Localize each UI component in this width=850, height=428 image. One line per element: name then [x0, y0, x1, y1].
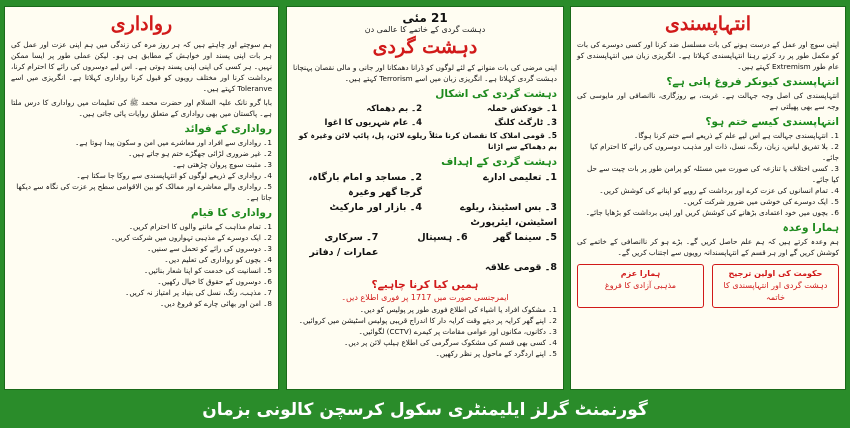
list-item: 8۔ قومی علاقہ — [485, 262, 557, 273]
targets-grid — [293, 170, 557, 230]
school-name-footer: گورنمنٹ گرلز ایلیمنٹری سکول کرسچن کالونی بزمان — [202, 400, 648, 420]
promise-boxes — [577, 264, 839, 308]
tolerance-intro: ہم سوچتے اور چاہتے ہیں کہ ہر روز مرہ کی زندگی میں ہم اپنی عزت اور عمل کی ہر بات اپنی پسند اور خواہش کے مطابق ہی ہو۔ لیکن عملی طور پر ایسا ممکن نہیں۔ ہر کسی کی اپنی اپنی پسند ہوتی ہے۔ اس لیے دوسروں کی رائے کا احترام کرنا، برداشت کرنا اور مختلف رویوں کو قبول کرنا رواداری کہلاتا ہے۔ انگریزی میں اسے Toleranve کہتے ہیں۔ — [11, 40, 272, 93]
targets-grid-2 — [293, 230, 557, 260]
extremism-end-heading: انتہاپسندی کیسے ختم ہو؟ — [705, 116, 839, 128]
govt-priority-box — [712, 264, 839, 308]
list-item: 1۔ تعلیمی ادارے — [483, 172, 557, 183]
list-item: 5۔ ایک دوسرے کی خوشی میں ضرور شرکت کریں۔ — [683, 197, 839, 206]
our-resolve-text: مذہبی آزادی کا فروغ — [604, 281, 677, 290]
targets-heading: دہشت گردی کے اہداف — [441, 156, 557, 168]
list-item: 1۔ تمام مذاہب کے ماننے والوں کا احترام کریں۔ — [128, 222, 272, 231]
extremism-title: انتہاپسندی — [664, 13, 752, 35]
tolerance-panel — [4, 6, 279, 390]
list-item: 2۔ غیر ضروری لڑائی جھگڑے ختم ہو جاتے ہیں۔ — [128, 149, 272, 158]
list-item: 3۔ دوسروں کی رائے کو تحمل سے سنیں۔ — [147, 244, 272, 253]
benefits-heading: رواداری کے فوائد — [184, 123, 272, 135]
extremism-panel — [570, 6, 846, 390]
extremism-cause-text: انتہاپسندی کی اصل وجہ جہالت ہے۔ غربت، بے روزگاری، ناانصافی اور مایوسی کی وجہ سے بھی پھیلتی ہے — [577, 91, 839, 111]
list-item: 6۔ دوسروں کے حقوق کا خیال رکھیں۔ — [157, 277, 272, 286]
extremism-cause-heading: انتہاپسندی کیونکر فروغ پاتی ہے؟ — [666, 76, 839, 88]
list-item: 8۔ امن اور بھائی چارے کو فروغ دیں۔ — [159, 299, 272, 308]
list-item: 5۔ اپنے اردگرد کے ماحول پر نظر رکھیں۔ — [435, 349, 557, 358]
terrorism-title: دہشت گردی — [372, 36, 478, 58]
list-item: 1۔ مشکوک افراد یا اشیاء کی اطلاع فوری طور پر پولیس کو دیں۔ — [359, 305, 557, 314]
list-item: 4۔ بازار اور مارکیٹ — [329, 202, 422, 213]
what-to-do-list — [293, 304, 557, 359]
terrorism-intro: اپنی مرضی کی بات منوانے کے لئے لوگوں کو ڈرانا دھمکانا اور جانی و مالی نقصان پہنچانا دہشت گردی کہلاتا ہے۔ انگریزی زبان میں اسے Terrorism کہتے ہیں۔ — [293, 63, 557, 83]
list-item: 7۔ سرکاری عمارات / دفاتر — [309, 232, 379, 258]
list-item: 1۔ خودکش حملہ — [487, 104, 557, 114]
list-item: 2۔ بم دھماکہ — [366, 104, 422, 114]
forms-grid — [293, 102, 557, 130]
day-subtitle: دہشت گردی کے خاتمے کا عالمی دن — [364, 25, 486, 34]
list-item: 5۔ سینما گھر — [493, 232, 557, 243]
list-item: 6۔ بچوں میں خود اعتمادی بڑھانے کی کوشش کریں اور اپنی برداشت کو بڑھایا جائے۔ — [585, 208, 839, 217]
govt-priority-heading: حکومت کی اولین ترجیح — [728, 269, 823, 278]
tolerance-title: رواداری — [110, 13, 173, 35]
date-label: 21 مئی — [402, 11, 448, 25]
list-item: 7۔ مذہب، رنگ، نسل کی بنیاد پر امتیاز نہ کریں۔ — [125, 288, 272, 297]
govt-priority-text: دہشت گردی اور انتہاپسندی کا خاتمہ — [723, 281, 828, 302]
promise-heading: ہمارا وعدہ — [782, 222, 839, 234]
list-item: 2۔ اپنے گھر کرایہ پر دیتے وقت کرایہ دار کا اندراج قریبی پولیس اسٹیشن میں کروائیں۔ — [298, 316, 557, 325]
list-item: 4۔ رواداری کے ذریعے لوگوں کو انتہاپسندی سے روکا جا سکتا ہے۔ — [76, 171, 272, 180]
targets-extra — [293, 260, 557, 275]
establish-list — [11, 221, 272, 309]
list-item: 4۔ کسی بھی قسم کی مشکوک سرگرمی کی اطلاع ہیلپ لائن پر دیں۔ — [344, 338, 557, 347]
list-item: 1۔ انتہاپسندی جہالت ہے اس لیے علم کے ذریعے اسے ختم کرنا ہوگا۔ — [634, 131, 839, 140]
list-item: 2۔ مساجد و امام بارگاہ، گرجا گھر وغیرہ — [308, 172, 422, 198]
list-item: 2۔ ایک دوسرے کے مذہبی تہواروں میں شرکت کریں۔ — [110, 233, 272, 242]
tolerance-intro-2: بابا گرو نانک علیہ السلام اور حضرت محمد ﷺ کی تعلیمات میں رواداری کا درس ملتا ہے۔ پاکستان میں بھی رواداری کے متعلق روایات پائی جاتی ہیں۔ — [11, 98, 272, 118]
list-item: 3۔ ٹارگٹ کلنگ — [494, 118, 557, 128]
list-item: 1۔ رواداری سے افراد اور معاشرے میں امن و سکون پیدا ہوتا ہے۔ — [75, 138, 272, 147]
list-item: 3۔ مثبت سوچ پروان چڑھتی ہے۔ — [172, 160, 272, 169]
list-item: 3۔ بس اسٹینڈ، ریلوے اسٹیشن، ایئرپورٹ — [460, 202, 557, 228]
our-resolve-box — [577, 264, 704, 308]
list-item: 5۔ رواداری والے معاشرے اور ممالک کو بین الاقوامی سطح پر عزت کی نگاہ سے دیکھا جاتا ہے۔ — [16, 182, 272, 202]
list-item: 6۔ ہسپتال — [417, 232, 468, 243]
list-item: 4۔ تمام انسانوں کی عزت کرے اور برداشت کے رویے کو اپنانے کی کوشش کریں۔ — [599, 186, 839, 195]
what-to-do-heading: ہمیں کیا کرنا چاہیے؟ — [371, 279, 479, 291]
forms-extra — [293, 130, 557, 152]
list-item: 3۔ دکانوں، مکانوں اور عوامی مقامات پر کیمرے (CCTV) لگوائیں۔ — [358, 327, 557, 336]
terrorism-panel — [286, 6, 564, 390]
establish-heading: رواداری کا قیام — [191, 207, 272, 219]
list-item: 2۔ بلا تفریق لباس، زبان، رنگ، نسل، ذات اور مذہب دوسروں کی رائے کا احترام کیا جائے۔ — [590, 142, 839, 162]
list-item: 5۔ قومی املاک کا نقصان کرنا مثلاً ریلوے لائن، پل، پائپ لائن وغیرہ کو بم دھماکے سے اڑانا — [298, 131, 557, 151]
benefits-list — [11, 137, 272, 203]
list-item: 4۔ بچوں کو رواداری کی تعلیم دیں۔ — [164, 255, 272, 264]
list-item: 4۔ عام شہریوں کا اغوا — [324, 118, 422, 128]
our-resolve-heading: ہمارا عزم — [620, 269, 661, 278]
promise-text: ہم وعدہ کرتے ہیں کہ ہم علم حاصل کریں گے۔ بڑے ہو کر ناانصافی کے خاتمے کی کوشش کریں گے اور ہر قسم کے انتہاپسندانہ رویوں سے اجتناب کریں گے۔ — [577, 237, 839, 257]
emergency-line: ایمرجنسی صورت میں 1717 پر فوری اطلاع دیں۔ — [341, 293, 509, 302]
extremism-intro: اپنی سوچ اور عمل کے درست ہونے کی بات مسلسل ضد کرنا اور کسی دوسرے کی بات کو مکمل طور پر رد کرتے رہنا انتہاپسندی کہلاتا ہے۔ انگریزی زبان میں انتہاپسندی کو عام طور Extremism کہتے ہیں۔ — [577, 40, 839, 71]
list-item: 5۔ انسانیت کی خدمت کو اپنا شعار بنائیں۔ — [144, 266, 272, 275]
forms-heading: دہشت گردی کی اشکال — [435, 88, 557, 100]
extremism-end-list — [577, 130, 839, 218]
list-item: 3۔ کسی اختلاف یا تنازعہ کی صورت میں مسئلہ کو پرامن طور پر بات چیت سے حل کیا جائے۔ — [586, 164, 839, 184]
